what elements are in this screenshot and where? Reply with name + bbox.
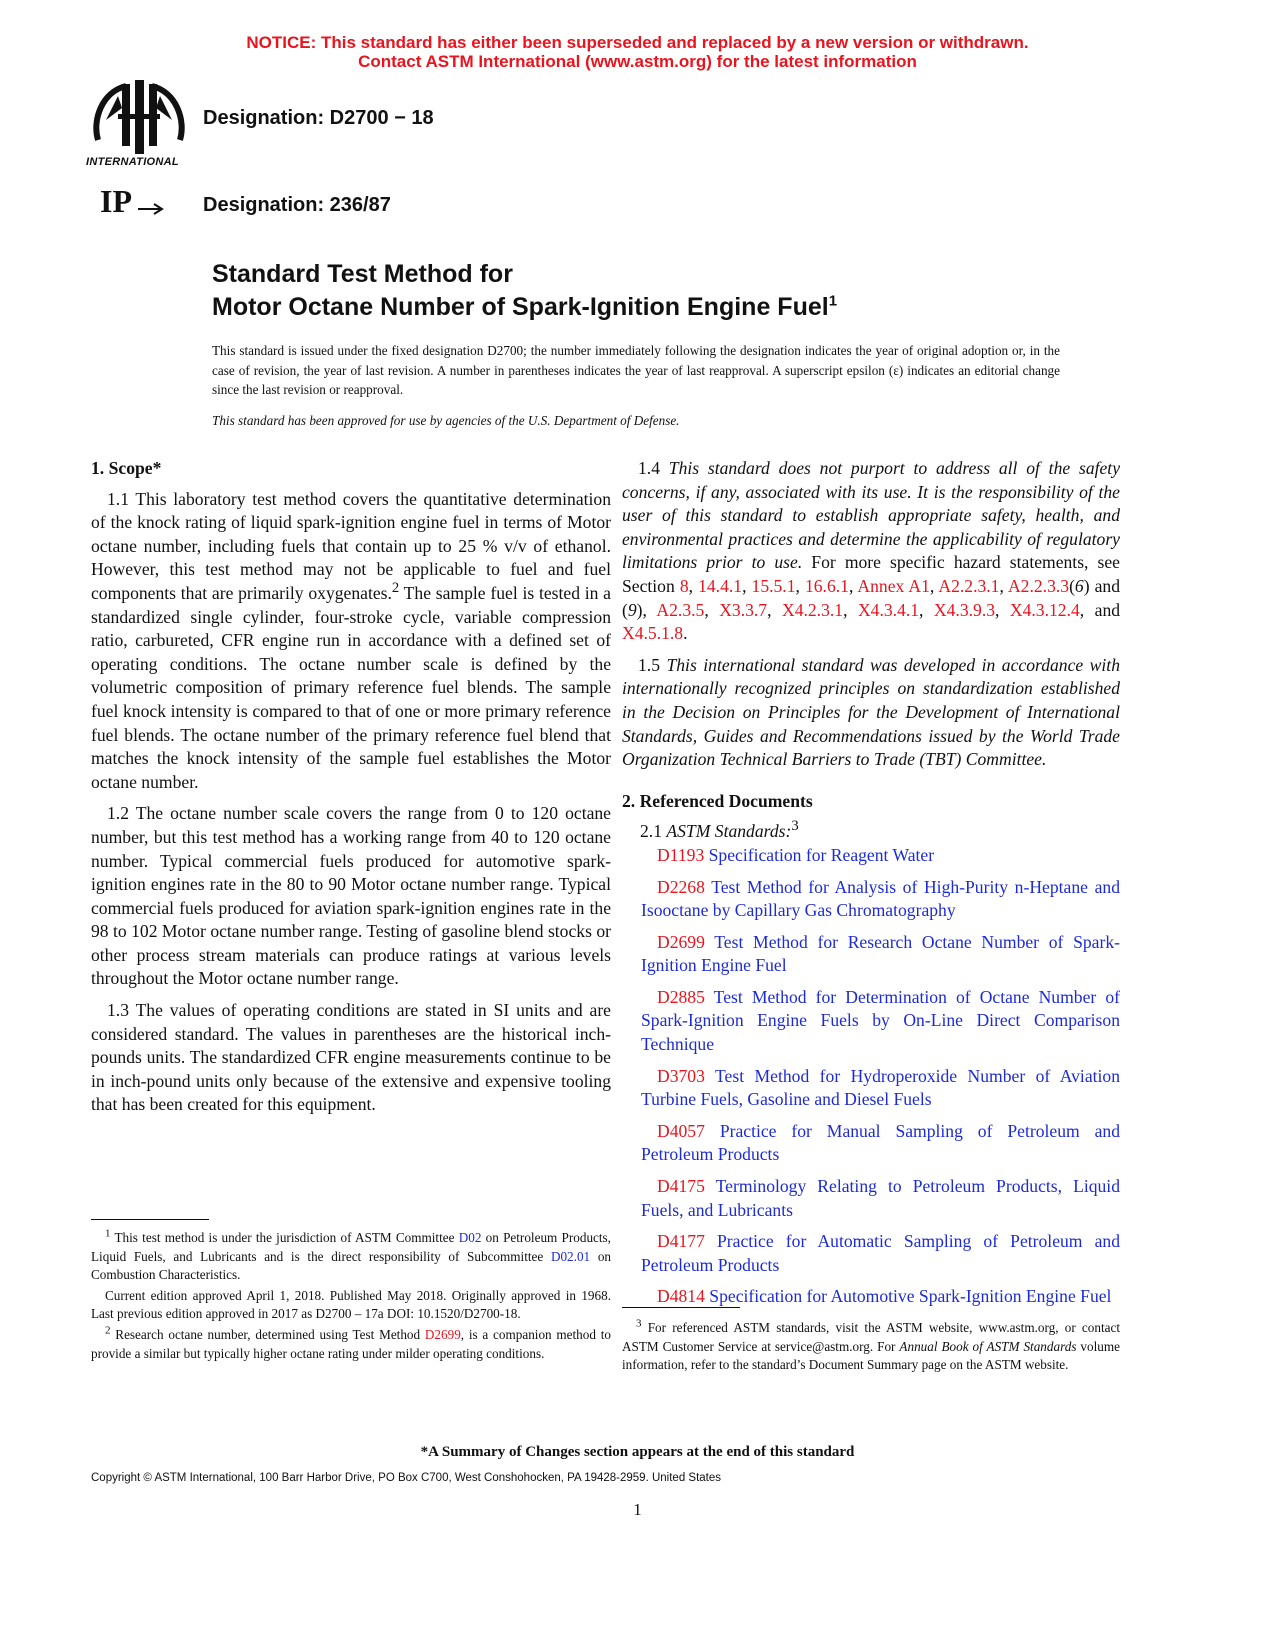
paragraph-1-5: 1.5 This international standard was developed in accordance with internationally recognized principles on standardization established in the Decision on Principles for the Development of International Standards, Guides and Recommendations issued by the World Trade Organization Technical Barriers to Trade (TBT) Committee. [622,654,1120,770]
hazard-ref-link[interactable]: A2.3.5 [656,599,705,620]
footnote-divider-left [91,1219,209,1220]
paragraph-1-1: 1.1 This laboratory test method covers the quantitative determination of the knock rating of liquid spark-ignition engine fuel in terms of Motor octane number, including fuels that contain up to 25 % v/v of ethanol. However, this test method may not be applicable to fuel and fuel components that are primarily oxygenates.$^2$ The sample fuel is tested in a standardized single cylinder, four-stroke cycle, variable compression ratio, carbureted, CFR engine run in accordance with a defined set of operating conditions. The octane number scale is defined by the volumetric composition of primary reference fuel blends. The sample fuel knock intensity is compared to that of one or more primary reference fuel blends. The octane number of the primary reference fuel blend that matches the knock intensity of the sample fuel establishes the Motor octane number. [91,488,611,792]
right-footnotes [622,1319,1120,1377]
hazard-ref-link[interactable]: X3.3.7 [719,599,768,620]
reference-title-link[interactable]: Test Method for Determination of Octane Number of Spark-Ignition Engine Fuels by On-Line Direct Comparison Technique [641,986,1120,1055]
title-footnote-mark: 1 [828,292,838,310]
reference-list [622,844,1120,1309]
hazard-ref-link[interactable]: Annex A1 [857,575,930,596]
notice-line-2: Contact ASTM International (www.astm.org) for the latest information [358,52,917,71]
reference-code-link[interactable]: D4175 [657,1176,705,1197]
astm-designation: Designation: D2700 − 18 [203,107,434,129]
reference-title-link[interactable]: Practice for Automatic Sampling of Petroleum and Petroleum Products [641,1231,1120,1275]
astm-logo-text: INTERNATIONAL [86,156,179,168]
reference-item [622,931,1120,978]
reference-code-link[interactable]: D1193 [657,844,705,865]
footnote-2-mark: 2 [391,580,400,597]
astm-logo [88,80,190,172]
hazard-ref-link[interactable]: X4.3.9.3 [933,599,996,620]
reference-title-link[interactable]: Specification for Automotive Spark-Ignition Engine Fuel [704,1286,1112,1307]
footnote-2: $^2$ Research octane number, determined using Test Method D2699, is a companion method to provide a similar but typically higher octane rating under milder operating conditions. [91,1324,611,1361]
reference-title-link[interactable]: Terminology Relating to Petroleum Products, Liquid Fuels, and Lubricants [641,1176,1120,1220]
hazard-ref-link[interactable]: X4.3.12.4 [1009,599,1080,620]
reference-code-link[interactable]: D3703 [657,1065,705,1086]
dod-approval-statement: This standard has been approved for use by agencies of the U.S. Department of Defense. [212,413,680,428]
reference-item [622,1230,1120,1277]
paragraph-1-2: 1.2 The octane number scale covers the range from 0 to 120 octane number, but this test method has a working range from 40 to 120 octane number. Typical commercial fuels produced for automotive spark-ignition engines rate in the 80 to 90 Motor octane number range. Typical commercial fuels produced for aviation spark-ignition engines rate in the 98 to 102 Motor octane number range. Testing of gasoline blend stocks or other process stream materials can produce ratings at various levels throughout the Motor octane number range. [91,803,611,989]
hazard-references: 8, 14.4.1, 15.5.1, 16.6.1, Annex A1, A2.2.3.1, A2.2.3.3(6) and (9), A2.3.5, X3.3.7, X4.2.3.1, X4.3.4.1, X4.3.9.3, X4.3.12.4, and X4.5.1.8. [622,575,1121,644]
title-line-2: Motor Octane Number of Spark-Ignition Engine Fuel [212,293,829,321]
summary-of-changes-note: *A Summary of Changes section appears at the end of this standard [420,1444,855,1460]
reference-title-link[interactable]: Specification for Reagent Water [704,844,935,865]
scope-heading: 1. Scope* [91,458,162,478]
hazard-ref-link[interactable]: X4.3.4.1 [857,599,920,620]
reference-code-link[interactable]: D4177 [657,1231,705,1252]
footnote-divider-right [622,1307,740,1308]
reference-title-link[interactable]: Test Method for Hydroperoxide Number of Aviation Turbine Fuels, Gasoline and Diesel Fuels [641,1065,1120,1110]
ip-logo-text: IP [100,183,132,219]
reference-item [622,876,1120,923]
hazard-ref-link[interactable]: X4.2.3.1 [781,599,844,620]
document-title [212,258,837,324]
reference-item [622,1285,1120,1309]
hazard-ref-link[interactable]: 16.6.1 [804,575,849,596]
paragraph-1-4: 1.4 This standard does not purport to address all of the safety concerns, if any, associated with its use. It is the responsibility of the user of this standard to establish appropriate safety, health, and environmental practices and determine the applicability of regulatory limitations prior to use. For more specific hazard statements, see Section 8, 14.4.1, 15.5.1, 16.6.1, Annex A1, A2.2.3.1, A2.2.3.3(6) and (9), A2.3.5, X3.3.7, X4.2.3.1, X4.3.4.1, X4.3.9.3, X4.3.12.4, and X4.5.1.8. [622,458,1121,644]
paragraph-1-3: 1.3 The values of operating conditions are stated in SI units and are considered standard. The values in parentheses are the historical inch-pounds units. The standardized CFR engine measurements continue to be in inch-pound units only because of the extensive and expensive tooling that has been created for this equipment. [91,1000,611,1115]
page-number: 1 [633,1500,642,1519]
reference-code-link[interactable]: D4814 [657,1286,705,1307]
reference-code-link[interactable]: D2268 [657,876,705,897]
left-footnotes [91,1229,611,1365]
hazard-ref-link[interactable]: A2.2.3.3 [1007,575,1070,596]
hazard-ref-link[interactable]: 15.5.1 [751,575,796,596]
copyright-line: Copyright © ASTM International, 100 Barr Harbor Drive, PO Box C700, West Conshohocken, PA 19428-2959. United States [91,1472,722,1484]
ip-designation: Designation: 236/87 [203,194,391,216]
withdrawal-notice [0,33,1275,71]
notice-line-1: NOTICE: This standard has either been superseded and replaced by a new version or withdrawn. [246,33,1029,52]
footnote-1-edition: Current edition approved April 1, 2018. Published May 2018. Originally approved in 1968. Last previous edition approved in 2017 as D2700 – 17a DOI: 10.1520/D2700-18. [91,1287,611,1322]
hazard-paren-1: 6 [1074,575,1084,596]
reference-title-link[interactable]: Practice for Manual Sampling of Petroleum and Petroleum Products [641,1120,1120,1165]
astm-logo-icon [88,80,190,160]
subcommittee-d02-01-link[interactable]: D02.01 [550,1248,591,1264]
ip-logo [100,183,170,220]
reference-item [622,1120,1120,1167]
reference-code-link[interactable]: D4057 [657,1120,705,1141]
reference-title-link[interactable]: Test Method for Research Octane Number of Spark-Ignition Engine Fuel [641,931,1120,976]
reference-code-link[interactable]: D2699 [657,931,705,952]
d2699-footnote-link[interactable]: D2699 [424,1326,461,1342]
committee-d02-link[interactable]: D02 [458,1230,482,1245]
referenced-documents-heading: 2. Referenced Documents [622,790,813,811]
reference-code-link[interactable]: D2885 [657,986,705,1007]
reference-item [622,1175,1120,1222]
hazard-ref-link[interactable]: 14.4.1 [698,575,743,596]
hazard-paren-2: 9 [627,599,637,620]
left-column [91,457,611,1125]
reference-item [622,1065,1120,1112]
issuance-statement: This standard is issued under the fixed designation D2700; the number immediately following the designation indicates the year of original adoption or, in the case of revision, the year of last revision. A number in parentheses indicates the year of last reapproval. A superscript epsilon (ε) indicates an editorial change since the last revision or reapproval. [212,343,1060,397]
title-line-1: Standard Test Method for [212,260,513,288]
reference-item [622,844,1120,868]
footnote-3: $^3$ For referenced ASTM standards, visit the ASTM website, www.astm.org, or contact ASTM Customer Service at service@astm.org. For Annual Book of ASTM Standards volume information, refer to the standard’s Document Summary page on the ASTM website. [622,1317,1120,1373]
reference-item [622,986,1120,1057]
reference-title-link[interactable]: Test Method for Analysis of High-Purity n-Heptane and Isooctane by Capillary Gas Chromatography [641,876,1120,921]
hazard-ref-link[interactable]: 8 [679,575,689,596]
hazard-ref-link[interactable]: X4.5.1.8 [622,623,684,644]
hazard-ref-link[interactable]: A2.2.3.1 [938,575,1000,596]
footnote-1: $^1$ This test method is under the jurisdiction of ASTM Committee D02 on Petroleum Products, Liquid Fuels, and Lubricants and is the direct responsibility of Subcommittee D02.01 on Combustion Characteristics. [91,1227,612,1283]
ip-arrow-icon [138,202,168,216]
astm-standards-label: 2.1 ASTM Standards:$^3$ [640,818,799,842]
right-column [622,457,1120,1317]
